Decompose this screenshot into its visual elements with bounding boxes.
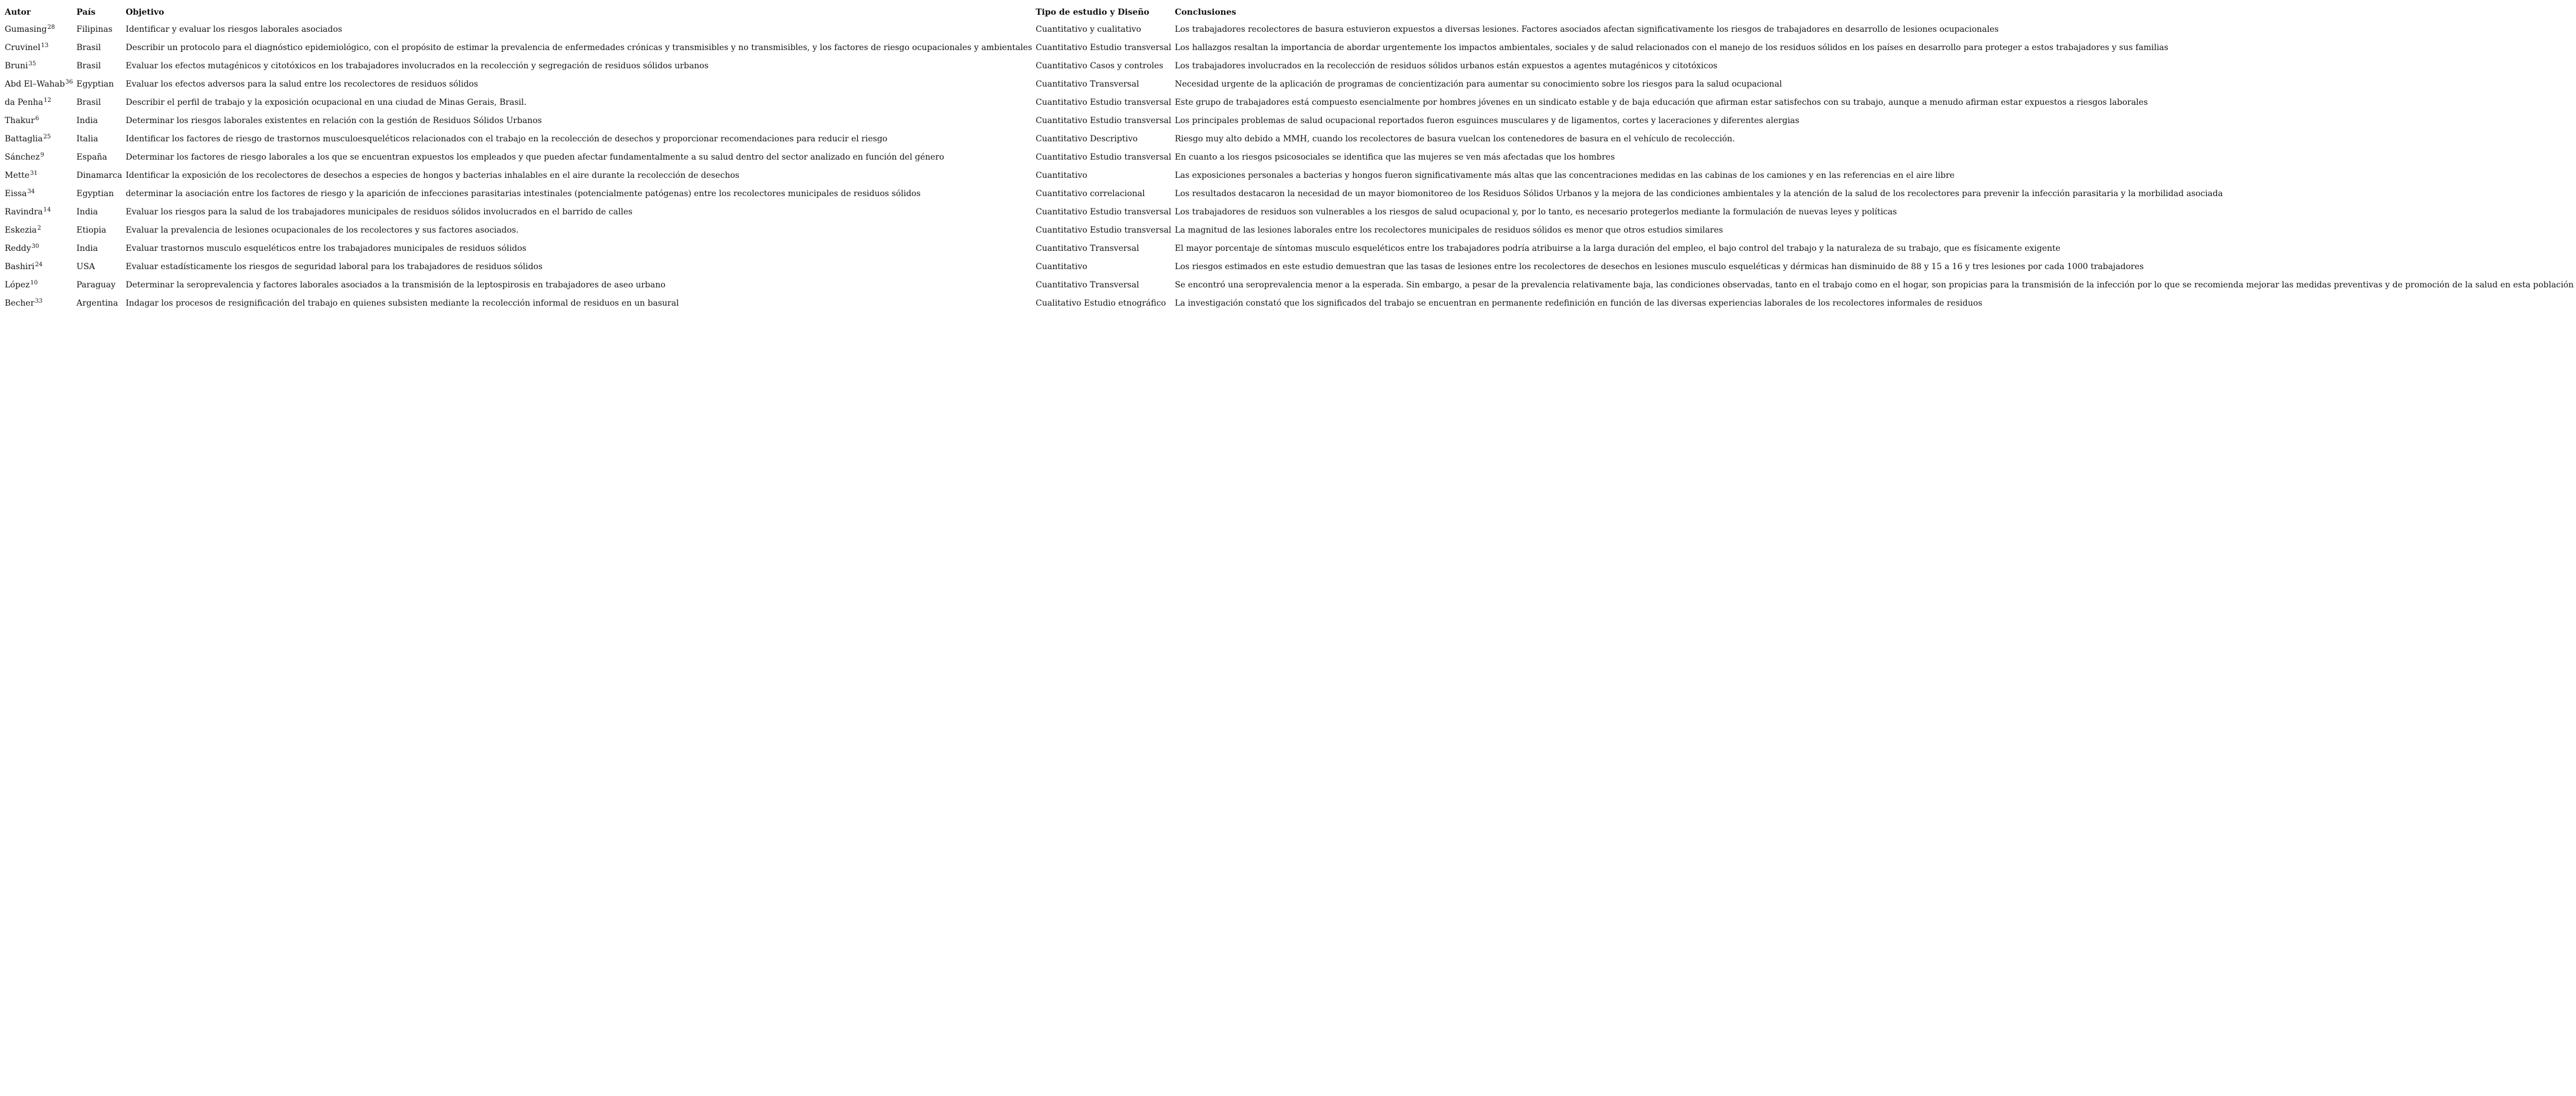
table-row <box>4 130 2576 148</box>
cell-autor <box>4 167 75 185</box>
cell-pais: Brasil <box>76 61 101 71</box>
cell-tipo: Cuantitativo correlacional <box>1036 189 1145 198</box>
cell-pais: India <box>76 116 98 125</box>
table-row <box>4 39 2576 57</box>
cell-conclusiones: Las exposiciones personales a bacterias y hongos fueron significativamente más altas que las concentraciones medidas en las cabinas de los camiones y en las referencias en el aire libre <box>1175 171 1955 180</box>
cell-tipo: Cuantitativo Descriptivo <box>1036 134 1138 144</box>
cell-autor <box>4 221 75 240</box>
cell-conclusiones: En cuanto a los riesgos psicosociales se identifica que las mujeres se ven más afectadas que los hombres <box>1175 153 1615 162</box>
cell-tipo: Cualitativo Estudio etnográfico <box>1036 299 1166 308</box>
cell-tipo: Cuantitativo Estudio transversal <box>1036 43 1172 52</box>
author-name: Thakur <box>5 116 35 125</box>
cell-autor <box>4 294 75 313</box>
cell-tipo: Cuantitativo Transversal <box>1036 280 1139 290</box>
cell-conclusiones: La magnitud de las lesiones laborales entre los recolectores municipales de residuos sólidos es menor que otros estudios similares <box>1175 226 1723 235</box>
table-row <box>4 112 2576 130</box>
header-row <box>4 4 2576 21</box>
reference-number: 12 <box>44 97 51 104</box>
header-objetivo: Objetivo <box>125 8 164 17</box>
cell-pais: USA <box>76 262 95 271</box>
reference-number: 6 <box>35 115 39 122</box>
cell-objetivo: determinar la asociación entre los factores de riesgo y la aparición de infecciones parasitarias intestinales (potencialmente patógenas) entre los recolectores municipales de residuos sólidos <box>125 189 921 198</box>
author-name: Reddy <box>5 244 31 253</box>
table-row <box>4 221 2576 240</box>
reference-number: 2 <box>37 225 41 231</box>
author-name: Cruvinel <box>5 43 41 52</box>
cell-objetivo: Indagar los procesos de resignificación del trabajo en quienes subsisten mediante la recolección informal de residuos en un basural <box>125 299 679 308</box>
cell-objetivo: Identificar la exposición de los recolectores de desechos a especies de hongos y bacterias inhalables en el aire durante la recolección de desechos <box>125 171 740 180</box>
table-row <box>4 57 2576 75</box>
cell-autor <box>4 203 75 221</box>
cell-conclusiones: Los resultados destacaron la necesidad de un mayor biomonitoreo de los Residuos Sólidos Urbanos y la mejora de las condiciones ambientales y la atención de la salud de los recolectores para prevenir la infección parasitaria y la morbilidad asociada <box>1175 189 2223 198</box>
cell-objetivo: Evaluar trastornos musculo esqueléticos entre los trabajadores municipales de residuos sólidos <box>125 244 527 253</box>
table-row <box>4 258 2576 276</box>
table-body <box>4 21 2576 313</box>
reference-number: 33 <box>35 298 43 304</box>
table-row <box>4 21 2576 39</box>
header-pais: País <box>76 8 96 17</box>
table-row <box>4 75 2576 94</box>
reference-number: 25 <box>43 134 51 140</box>
author-name: Battaglia <box>5 134 43 144</box>
reference-number: 35 <box>28 61 37 67</box>
header-autor: Autor <box>5 8 31 17</box>
author-name: Eskezia <box>5 226 37 235</box>
cell-autor <box>4 130 75 148</box>
cell-objetivo: Describir el perfil de trabajo y la exposición ocupacional en una ciudad de Minas Gerais, Brasil. <box>125 98 527 107</box>
table-row <box>4 148 2576 167</box>
table-row <box>4 94 2576 112</box>
table-row <box>4 185 2576 203</box>
cell-tipo: Cuantitativo Estudio transversal <box>1036 98 1172 107</box>
header-tipo: Tipo de estudio y Diseño <box>1036 8 1149 17</box>
studies-table <box>4 4 2576 313</box>
cell-objetivo: Evaluar los riesgos para la salud de los trabajadores municipales de residuos sólidos involucrados en el barrido de calles <box>125 207 633 217</box>
table-row <box>4 294 2576 313</box>
cell-objetivo: Identificar y evaluar los riesgos laborales asociados <box>125 25 342 34</box>
cell-autor <box>4 240 75 258</box>
author-name: Becher <box>5 299 35 308</box>
reference-number: 28 <box>47 24 55 31</box>
cell-autor <box>4 185 75 203</box>
author-name: Ravindra <box>5 207 43 217</box>
cell-pais: Egyptian <box>76 189 114 198</box>
cell-conclusiones: Los trabajadores recolectores de basura estuvieron expuestos a diversas lesiones. Factores asociados afectan significativamente los riesgos de trabajadores en desarrollo de lesiones ocupacionales <box>1175 25 1999 34</box>
author-name: Sánchez <box>5 153 40 162</box>
cell-tipo: Cuantitativo Estudio transversal <box>1036 226 1172 235</box>
cell-objetivo: Describir un protocolo para el diagnóstico epidemiológico, con el propósito de estimar la prevalencia de enfermedades crónicas y transmisibles y no transmisibles, y los factores de riesgo ocupacionales y ambientales <box>125 43 1033 52</box>
cell-pais: Dinamarca <box>76 171 123 180</box>
cell-tipo: Cuantitativo <box>1036 171 1087 180</box>
table-row <box>4 203 2576 221</box>
author-name: Bashiri <box>5 262 35 271</box>
table-row <box>4 240 2576 258</box>
cell-tipo: Cuantitativo <box>1036 262 1087 271</box>
reference-number: 9 <box>40 152 44 158</box>
cell-pais: India <box>76 207 98 217</box>
cell-tipo: Cuantitativo Estudio transversal <box>1036 207 1172 217</box>
cell-conclusiones: Necesidad urgente de la aplicación de programas de concientización para aumentar su conocimiento sobre los riesgos para la salud ocupacional <box>1175 80 1783 89</box>
cell-conclusiones: Los hallazgos resaltan la importancia de abordar urgentemente los impactos ambientales, sociales y de salud relacionados con el manejo de los residuos sólidos en los países en desarrollo para proteger a estos trabajadores y sus familias <box>1175 43 2168 52</box>
cell-autor <box>4 57 75 75</box>
author-name: Eissa <box>5 189 27 198</box>
cell-conclusiones: Los trabajadores involucrados en la recolección de residuos sólidos urbanos están expuestos a agentes mutagénicos y citotóxicos <box>1175 61 1718 71</box>
cell-objetivo: Determinar la seroprevalencia y factores laborales asociados a la transmisión de la leptospirosis en trabajadores de aseo urbano <box>125 280 666 290</box>
cell-conclusiones: Los trabajadores de residuos son vulnerables a los riesgos de salud ocupacional y, por lo tanto, es necesario protegerlos mediante la formulación de nuevas leyes y políticas <box>1175 207 1897 217</box>
cell-conclusiones: Riesgo muy alto debido a MMH, cuando los recolectores de basura vuelcan los contenedores de basura en el vehículo de recolección. <box>1175 134 1735 144</box>
cell-autor <box>4 21 75 39</box>
cell-pais: Brasil <box>76 43 101 52</box>
cell-objetivo: Identificar los factores de riesgo de trastornos musculoesqueléticos relacionados con el trabajo en la recolección de desechos y proporcionar recomendaciones para reducir el riesgo <box>125 134 888 144</box>
author-name: López <box>5 280 30 290</box>
reference-number: 36 <box>65 79 73 85</box>
cell-pais: Italia <box>76 134 98 144</box>
cell-autor <box>4 276 75 294</box>
cell-pais: España <box>76 153 107 162</box>
reference-number: 31 <box>30 170 38 177</box>
cell-pais: Filipinas <box>76 25 113 34</box>
cell-conclusiones: Los riesgos estimados en este estudio demuestran que las tasas de lesiones entre los recolectores de desechos en lesiones musculo esqueléticas y dérmicas han disminuido de 88 y 15 a 16 y tres lesiones por cada 1000 trabajadores <box>1175 262 2144 271</box>
cell-pais: Argentina <box>76 299 118 308</box>
cell-autor <box>4 112 75 130</box>
author-name: Abd El–Wahab <box>5 80 65 89</box>
reference-number: 14 <box>43 207 51 213</box>
table-row <box>4 276 2576 294</box>
cell-pais: Etiopia <box>76 226 107 235</box>
cell-pais: India <box>76 244 98 253</box>
author-name: Mette <box>5 171 30 180</box>
reference-number: 30 <box>31 243 39 250</box>
header-conclusiones: Conclusiones <box>1175 8 1236 17</box>
cell-objetivo: Determinar los factores de riesgo laborales a los que se encuentran expuestos los empleados y que pueden afectar fundamentalmente a su salud dentro del sector analizado en función del género <box>125 153 944 162</box>
author-name: Bruni <box>5 61 28 71</box>
cell-objetivo: Evaluar la prevalencia de lesiones ocupacionales de los recolectores y sus factores asociados. <box>125 226 519 235</box>
cell-autor <box>4 75 75 94</box>
table-row <box>4 167 2576 185</box>
cell-autor <box>4 94 75 112</box>
cell-conclusiones: El mayor porcentaje de síntomas musculo esqueléticos entre los trabajadores podría atribuirse a la larga duración del empleo, el bajo control del trabajo y la naturaleza de su trabajo, que es físicamente exigente <box>1175 244 2061 253</box>
cell-tipo: Cuantitativo Estudio transversal <box>1036 116 1172 125</box>
cell-objetivo: Determinar los riesgos laborales existentes en relación con la gestión de Residuos Sólidos Urbanos <box>125 116 542 125</box>
cell-conclusiones: La investigación constató que los significados del trabajo se encuentran en permanente redefinición en función de las diversas experiencias laborales de los recolectores informales de residuos <box>1175 299 1983 308</box>
cell-tipo: Cuantitativo y cualitativo <box>1036 25 1142 34</box>
cell-autor <box>4 258 75 276</box>
cell-tipo: Cuantitativo Estudio transversal <box>1036 153 1172 162</box>
cell-objetivo: Evaluar los efectos mutagénicos y citotóxicos en los trabajadores involucrados en la recolección y segregación de residuos sólidos urbanos <box>125 61 709 71</box>
reference-number: 34 <box>27 188 35 195</box>
table-header <box>4 4 2576 21</box>
cell-objetivo: Evaluar estadísticamente los riesgos de seguridad laboral para los trabajadores de residuos sólidos <box>125 262 543 271</box>
cell-conclusiones: Este grupo de trabajadores está compuesto esencialmente por hombres jóvenes en un sindicato estable y de baja educación que afirman estar satisfechos con su trabajo, aunque a menudo afirman estar expuestos a riesgos laborales <box>1175 98 2148 107</box>
cell-tipo: Cuantitativo Casos y controles <box>1036 61 1163 71</box>
cell-conclusiones: Se encontró una seroprevalencia menor a la esperada. Sin embargo, a pesar de la prevalencia relativamente baja, las condiciones observadas, tanto en el trabajo como en el hogar, son propicias para la transmisión de la infección por lo que se recomienda mejorar las medidas preventivas y de promoción de la salud en esta población <box>1175 280 2574 290</box>
cell-tipo: Cuantitativo Transversal <box>1036 80 1139 89</box>
author-name: Gumasing <box>5 25 47 34</box>
cell-autor <box>4 39 75 57</box>
cell-conclusiones: Los principales problemas de salud ocupacional reportados fueron esguinces musculares y de ligamentos, cortes y laceraciones y diferentes alergias <box>1175 116 1800 125</box>
reference-number: 10 <box>30 280 38 286</box>
cell-pais: Paraguay <box>76 280 116 290</box>
cell-tipo: Cuantitativo Transversal <box>1036 244 1139 253</box>
cell-autor <box>4 148 75 167</box>
cell-pais: Egyptian <box>76 80 114 89</box>
cell-pais: Brasil <box>76 98 101 107</box>
reference-number: 13 <box>41 42 49 49</box>
reference-number: 24 <box>35 261 43 268</box>
author-name: da Penha <box>5 98 44 107</box>
cell-objetivo: Evaluar los efectos adversos para la salud entre los recolectores de residuos sólidos <box>125 80 478 89</box>
